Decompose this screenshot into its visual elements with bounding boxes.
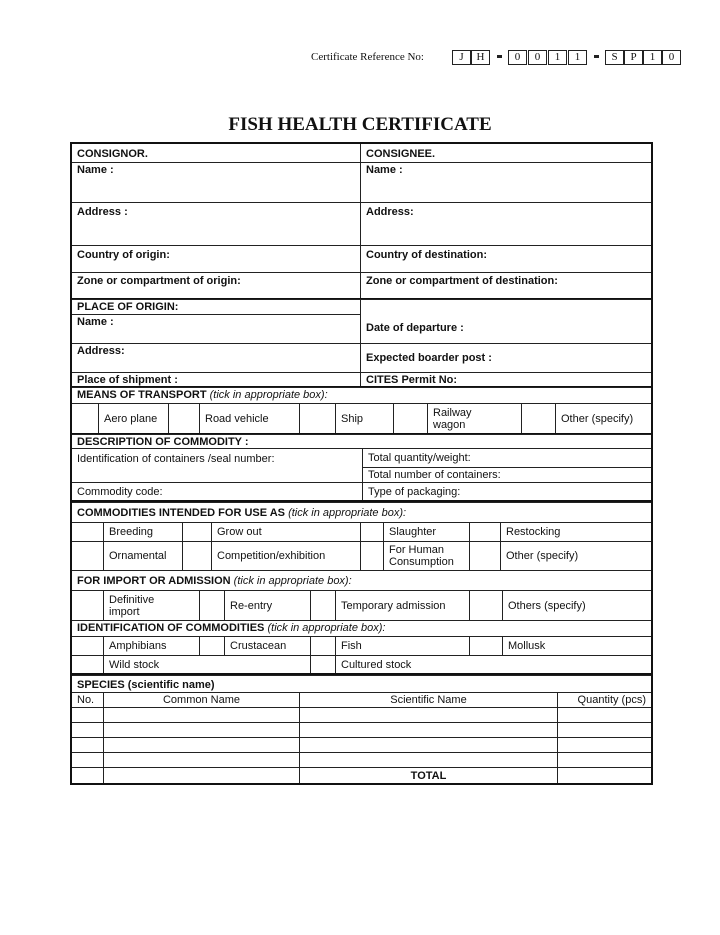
consignor-name-field[interactable]: Name : (71, 162, 361, 203)
option-crustacean: Crustacean (224, 636, 311, 656)
import-heading-text: FOR IMPORT OR ADMISSION (77, 575, 231, 587)
use-heading-text: COMMODITIES INTENDED FOR USE AS (77, 507, 285, 519)
checkbox-temporary-admission[interactable] (310, 590, 336, 621)
species-common-name-cell[interactable] (103, 722, 300, 738)
checkbox-competition[interactable] (182, 541, 212, 571)
option-railway-wagon-label: Railway wagon (433, 406, 472, 431)
column-header-common-name: Common Name (103, 692, 300, 708)
identification-heading (71, 620, 652, 637)
species-common-name-cell[interactable] (103, 737, 300, 753)
ref-box[interactable]: 1 (548, 50, 567, 65)
option-other-use: Other (specify) (500, 541, 652, 571)
checkbox-restocking[interactable] (469, 522, 501, 542)
species-quantity-cell[interactable] (557, 707, 652, 723)
species-quantity-cell[interactable] (557, 752, 652, 768)
option-ship: Ship (335, 403, 394, 434)
consignor-heading: CONSIGNOR. (71, 143, 361, 163)
packaging-type-field[interactable]: Type of packaging: (362, 482, 652, 501)
checkbox-railway-wagon[interactable] (393, 403, 428, 434)
column-header-no: No. (71, 692, 104, 708)
identification-heading-text: IDENTIFICATION OF COMMODITIES (77, 622, 265, 634)
checkbox-breeding[interactable] (71, 522, 104, 542)
ref-box[interactable]: 0 (662, 50, 681, 65)
transport-hint: (tick in appropriate box): (209, 389, 328, 401)
option-human-consumption: For Human Consumption (383, 541, 470, 571)
option-railway-wagon (427, 403, 522, 434)
total-row-no (71, 767, 104, 784)
ref-box[interactable]: P (624, 50, 643, 65)
shipment-place-field[interactable]: Place of shipment : (71, 372, 361, 388)
option-restocking: Restocking (500, 522, 652, 542)
option-competition: Competition/exhibition (211, 541, 361, 571)
species-no-cell[interactable] (71, 737, 104, 753)
reference-label: Certificate Reference No: (311, 51, 424, 63)
species-heading: SPECIES (scientific name) (71, 675, 652, 693)
ref-dash (594, 55, 599, 58)
option-wild-stock: Wild stock (103, 655, 311, 674)
consignee-heading: CONSIGNEE. (360, 143, 652, 163)
zone-destination-field[interactable]: Zone or compartment of destination: (360, 272, 652, 300)
checkbox-definitive-import[interactable] (71, 590, 104, 621)
ref-box[interactable]: 1 (643, 50, 662, 65)
page-title: FISH HEALTH CERTIFICATE (228, 114, 492, 135)
consignee-name-field[interactable]: Name : (360, 162, 652, 203)
total-containers-field[interactable]: Total number of containers: (362, 467, 652, 483)
option-mollusk: Mollusk (502, 636, 652, 656)
checkbox-crustacean[interactable] (199, 636, 225, 656)
checkbox-grow-out[interactable] (182, 522, 212, 542)
country-destination-field[interactable]: Country of destination: (360, 245, 652, 273)
total-quantity-field[interactable] (557, 767, 652, 784)
option-slaughter: Slaughter (383, 522, 470, 542)
checkbox-others-import[interactable] (469, 590, 503, 621)
option-temporary-admission: Temporary admission (335, 590, 470, 621)
option-fish: Fish (335, 636, 470, 656)
checkbox-other-transport[interactable] (521, 403, 556, 434)
transport-heading (71, 387, 652, 404)
use-heading (71, 502, 652, 523)
total-row-common (103, 767, 300, 784)
option-breeding: Breeding (103, 522, 183, 542)
checkbox-ornamental[interactable] (71, 541, 104, 571)
ref-box[interactable]: H (471, 50, 490, 65)
import-hint: (tick in appropriate box): (233, 575, 352, 587)
checkbox-cultured-stock[interactable] (310, 655, 336, 674)
consignor-address-field[interactable]: Address : (71, 202, 361, 246)
checkbox-amphibians[interactable] (71, 636, 104, 656)
description-heading: DESCRIPTION OF COMMODITY : (71, 434, 652, 449)
ref-box[interactable]: 0 (528, 50, 547, 65)
use-hint: (tick in appropriate box): (288, 507, 407, 519)
option-cultured-stock: Cultured stock (335, 655, 652, 674)
total-label: TOTAL (299, 767, 558, 784)
commodity-code-field[interactable]: Commodity code: (71, 482, 363, 501)
option-road-vehicle: Road vehicle (199, 403, 300, 434)
species-quantity-cell[interactable] (557, 737, 652, 753)
species-no-cell[interactable] (71, 707, 104, 723)
origin-address-field[interactable]: Address: (71, 343, 361, 373)
container-id-field[interactable]: Identification of containers /seal number: (71, 448, 363, 483)
species-scientific-name-cell[interactable] (299, 722, 558, 738)
option-definitive-import-label: Definitive import (109, 593, 155, 618)
checkbox-re-entry[interactable] (199, 590, 225, 621)
ref-box[interactable]: 0 (508, 50, 527, 65)
species-common-name-cell[interactable] (103, 752, 300, 768)
option-other-transport: Other (specify) (555, 403, 652, 434)
ref-box[interactable]: S (605, 50, 624, 65)
option-aero-plane: Aero plane (98, 403, 169, 434)
zone-origin-field[interactable]: Zone or compartment of origin: (71, 272, 361, 300)
country-origin-field[interactable]: Country of origin: (71, 245, 361, 273)
column-header-quantity: Quantity (pcs) (557, 692, 652, 708)
checkbox-mollusk[interactable] (469, 636, 503, 656)
species-no-cell[interactable] (71, 752, 104, 768)
checkbox-road-vehicle[interactable] (168, 403, 200, 434)
species-scientific-name-cell[interactable] (299, 737, 558, 753)
species-common-name-cell[interactable] (103, 707, 300, 723)
departure-date-field[interactable]: Date of departure : (360, 299, 652, 344)
checkbox-fish[interactable] (310, 636, 336, 656)
checkbox-slaughter[interactable] (360, 522, 384, 542)
import-heading (71, 570, 652, 591)
species-quantity-cell[interactable] (557, 722, 652, 738)
option-grow-out: Grow out (211, 522, 361, 542)
total-quantity-field[interactable]: Total quantity/weight: (362, 448, 652, 468)
cites-permit-field[interactable]: CITES Permit No: (360, 372, 652, 388)
checkbox-aero-plane[interactable] (71, 403, 99, 434)
checkbox-ship[interactable] (299, 403, 336, 434)
border-post-field[interactable]: Expected boarder post : (360, 343, 652, 373)
identification-hint: (tick in appropriate box): (267, 622, 386, 634)
species-no-cell[interactable] (71, 722, 104, 738)
species-scientific-name-cell[interactable] (299, 752, 558, 768)
species-scientific-name-cell[interactable] (299, 707, 558, 723)
option-re-entry: Re-entry (224, 590, 311, 621)
place-origin-heading: PLACE OF ORIGIN: (71, 299, 361, 315)
transport-heading-text: MEANS OF TRANSPORT (77, 389, 207, 401)
column-header-scientific-name: Scientific Name (299, 692, 558, 708)
option-amphibians: Amphibians (103, 636, 200, 656)
origin-name-field[interactable]: Name : (71, 314, 361, 344)
ref-dash (497, 55, 502, 58)
option-others-import: Others (specify) (502, 590, 652, 621)
option-definitive-import (103, 590, 200, 621)
option-ornamental: Ornamental (103, 541, 183, 571)
checkbox-other-use[interactable] (469, 541, 501, 571)
checkbox-wild-stock[interactable] (71, 655, 104, 674)
consignee-address-field[interactable]: Address: (360, 202, 652, 246)
checkbox-human-consumption[interactable] (360, 541, 384, 571)
ref-box[interactable]: J (452, 50, 471, 65)
ref-box[interactable]: 1 (568, 50, 587, 65)
